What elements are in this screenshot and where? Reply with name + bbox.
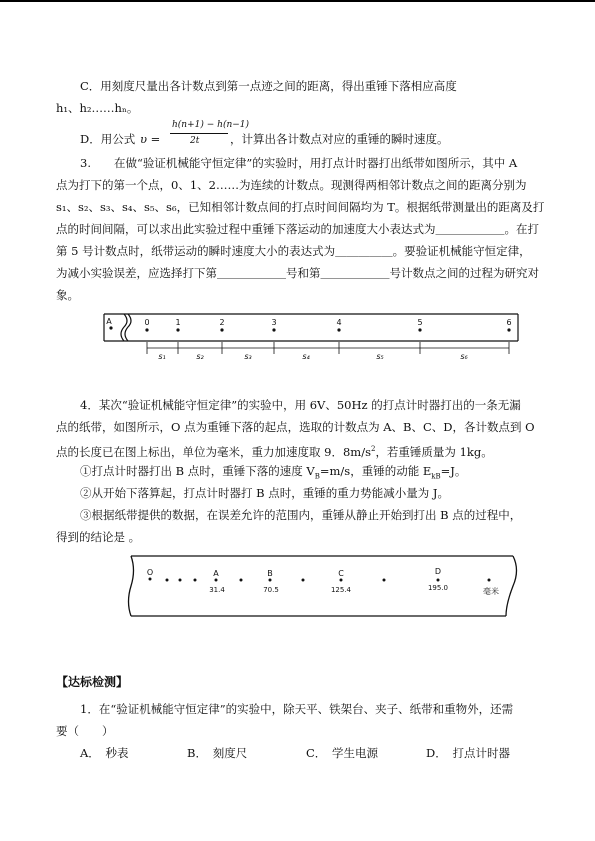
tape2-value-D: 195.0 (427, 584, 449, 592)
q3-line1: 3. 在做“验证机械能守恒定律”的实验时，用打点计时器打出纸带如图所示，其中 A (80, 156, 518, 170)
section-title: 【达标检测】 (56, 675, 129, 689)
tape2-label-O: O (146, 568, 154, 577)
q4-line2: 点的纸带，如图所示，O 点为重锤下落的起点，选取的计数点为 A、B、C、D，各计数点到 O (56, 420, 535, 434)
q5-line1: 1．在“验证机械能守恒定律”的实验中，除天平、铁架台、夹子、纸带和重物外，还需 (80, 702, 514, 716)
q4-subq1: ①打点计时器打出 B 点时，重锤下落的速度 $V_B=m/s$，重锤的动能 $E_{kB}=J$。 (80, 464, 467, 481)
tape2-value-B: 70.5 (263, 586, 279, 594)
tape1-label-3: 3 (271, 318, 277, 327)
q5-option-a: A． 秒表 (80, 746, 129, 760)
tape2-dot-A (215, 579, 218, 582)
tape2-unit-label: 毫米 (483, 587, 499, 596)
formula-denominator: 2t (190, 136, 200, 146)
tape1-seg-s6: s₆ (460, 352, 468, 361)
q5-line2: 要（ ） (56, 724, 114, 738)
q4-line1: 4．某次“验证机械能守恒定律”的实验中，用 6V、50Hz 的打点计时器打出的一条无漏 (80, 398, 521, 412)
tape1-label-5: 5 (417, 318, 423, 327)
q4-subq3-line2: 得到的结论是 。 (56, 530, 141, 544)
tape1-label-2: 2 (219, 318, 225, 327)
item-c-line2: h₁、h₂……hₙ。 (56, 101, 139, 115)
item-d-suffix: ，计算出各计数点对应的重锤的瞬时速度。 (230, 132, 449, 146)
q4-line3: 点的长度已在图上标出，单位为毫米，重力加速度取 9．$8m/s^2$，若重锤质量为 1kg。 (56, 444, 493, 459)
formula-numerator: h(n+1) − h(n−1) (172, 120, 250, 130)
tape2-label-A: A (213, 569, 219, 578)
q5-option-d: D． 打点计时器 (426, 746, 510, 760)
q5-option-b: B． 刻度尺 (187, 746, 248, 760)
q4-subq3-line1: ③根据纸带提供的数据，在误差允许的范围内，重锤从静止开始到打出 B 点的过程中， (80, 508, 522, 522)
q5-option-c: C． 学生电源 (306, 746, 379, 760)
tape2-dot-C (340, 579, 343, 582)
tape1-label-4: 4 (336, 318, 342, 327)
tape1-seg-s3: s₃ (244, 352, 252, 361)
tape1-label-1: 1 (175, 318, 181, 327)
tape2-dot-B (269, 579, 272, 582)
tape1-label-6: 6 (506, 318, 512, 327)
q4-subq2: ②从开始下落算起，打点计时器打 B 点时，重锤的重力势能减小量为 J。 (80, 486, 450, 500)
tape1-seg-s1: s₁ (158, 352, 166, 361)
q3-line5: 第 5 号计数点时，纸带运动的瞬时速度大小的表达式为＿＿＿＿＿。要验证机械能守恒定律， (56, 244, 531, 258)
q3-line2: 点为打下的第一个点，0、1、2……为连续的计数点。现测得两相邻计数点之间的距离分别为 (56, 178, 527, 192)
tape1-seg-s5: s₅ (376, 352, 384, 361)
tape1-seg-s2: s₂ (196, 352, 204, 361)
item-c-line1: C．用刻度尺量出各计数点到第一点迹之间的距离，得出重锤下落相应高度 (80, 79, 457, 93)
tape2-dot-D (437, 579, 440, 582)
tape2-value-C: 125.4 (330, 586, 352, 594)
tape1-label-0: 0 (144, 318, 150, 327)
q3-line3: s₁、s₂、s₃、s₄、s₅、s₆，已知相邻计数点间的打点时间间隔均为 T。根据纸带测量出的距离及打 (56, 200, 545, 214)
item-d-prefix: D．用公式 (80, 132, 136, 146)
q3-line4: 点的时间间隔，可以求出此实验过程中重锤下落运动的加速度大小表达式为＿＿＿＿＿＿。在打 (56, 222, 539, 236)
q3-line6: 为减小实验误差，应选择打下第＿＿＿＿＿＿号和第＿＿＿＿＿＿号计数点之间的过程为研究对 (56, 266, 539, 280)
tape2-label-D: D (434, 567, 442, 576)
tape1-seg-s4: s₄ (302, 352, 310, 361)
tape2-label-C: C (338, 569, 344, 578)
item-d-velocity-symbol: υ = (140, 132, 161, 146)
tape1-label-A: A (106, 317, 112, 326)
q3-line7: 象。 (56, 288, 79, 302)
tape2-label-B: B (267, 569, 273, 578)
tape2-value-A: 31.4 (209, 586, 225, 594)
